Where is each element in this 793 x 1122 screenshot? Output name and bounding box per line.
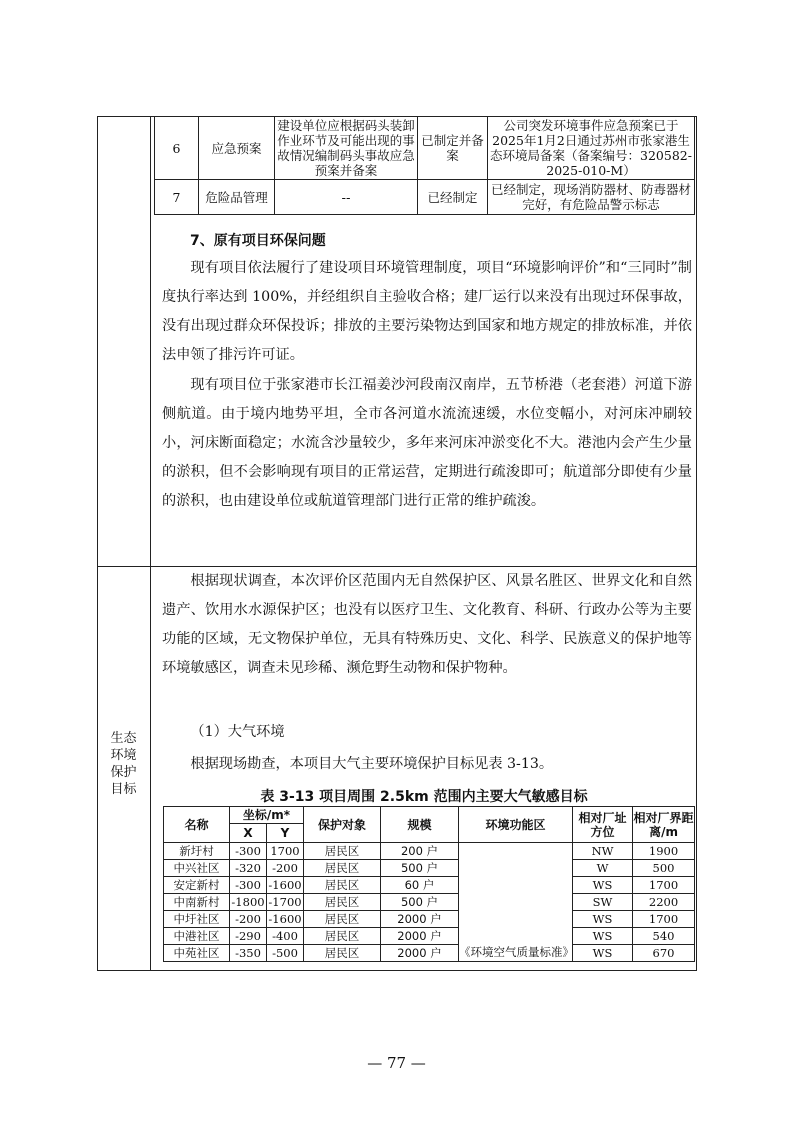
row-detail: 已经制定，现场消防器材、防毒器材完好，有危险品警示标志 [488,180,695,215]
header-zone: 环境功能区 [459,807,573,843]
header-direction: 相对厂址方位 [573,807,633,843]
row-status: 已制定并备案 [418,117,488,180]
sub-heading: （1）大气环境 [190,724,285,740]
measures-table [154,116,695,215]
table-row [164,860,695,877]
cell-scale: 2000 户 [381,928,459,945]
row-requirement: 建设单位应根据码头装卸作业环节及可能出现的事故情况编制码头事故应急预案并备案 [275,117,418,180]
cell-y: -1600 [268,912,302,926]
cell-target: 居民区 [304,877,381,894]
paragraph: 根据现状调查，本次评价区范围内无自然保护区、风景名胜区、世界文化和自然遗产、饮用水水源保护区；也没有以医疗卫生、文化教育、科研、行政办公等为主要功能的区域，无文物保护单位，无具有特殊历史、文化、科学、民族意义的保护地等环境敏感区，调查未见珍稀、濒危野生动物和保护物种。 [162,573,692,676]
cell-y: -400 [267,928,304,945]
cell-distance: 500 [633,860,695,877]
cell-name: 安定新村 [164,877,230,894]
cell-scale: 500 户 [381,860,459,877]
row-no: 7 [155,180,199,215]
cell-direction: WS [573,877,633,894]
header-y: Y [267,824,304,843]
cell-direction: NW [573,843,633,860]
table-row [164,945,695,962]
cell-x: -1800 [231,895,265,909]
cell-y: -200 [267,860,304,877]
cell-scale: 2000 户 [381,945,459,962]
cell-distance: 1700 [633,911,695,928]
cell-target: 居民区 [304,911,381,928]
header-coord: 坐标/m* [230,807,304,824]
cell-zone: 《环境空气质量标准》 [459,843,573,962]
row-item: 危险品管理 [199,180,275,215]
table-row [164,911,695,928]
table-row [164,894,695,911]
row-no: 6 [155,117,199,180]
header-distance: 相对厂界距离/m [633,807,695,843]
table-row [164,877,695,894]
cell-distance: 670 [633,945,695,962]
cell-name: 中兴社区 [164,860,230,877]
cell-y: -500 [267,945,304,962]
side-label-line: 生态 [110,731,137,746]
side-label-line: 保护 [110,765,137,780]
row-item: 应急预案 [199,117,275,180]
cell-distance: 2200 [633,894,695,911]
paragraph: 现有项目依法履行了建设项目环境管理制度，项目“环境影响评价”和“三同时”制度执行率达到 100%，并经组织自主验收合格；建厂运行以来没有出现过环保事故，没有出现过群众环保投诉；排放的主要污染物达到国家和地方规定的排放标准，并依法申领了排污许可证。 [162,260,692,363]
air-sensitive-targets-table [163,806,695,962]
side-label-line: 环境 [110,748,137,763]
cell-distance: 1900 [633,843,695,860]
cell-x: -320 [230,860,267,877]
cell-y: -1600 [268,878,302,892]
header-scale: 规模 [381,807,459,843]
table-row [164,843,695,860]
cell-y: 1700 [267,843,304,860]
cell-distance: 1700 [633,877,695,894]
eco-side-label [97,730,150,798]
table-caption: 表 3-13 项目周围 2.5km 范围内主要大气敏感目标 [260,789,588,805]
cell-scale: 200 户 [381,843,459,860]
cell-x: -300 [230,843,267,860]
cell-scale: 500 户 [381,894,459,911]
row-requirement: -- [275,180,418,215]
table-row [155,180,695,215]
cell-y: -1700 [268,895,302,909]
cell-direction: SW [573,894,633,911]
page-number: — 77 — [367,1054,426,1072]
column-divider [150,116,151,971]
table-row [164,928,695,945]
cell-direction: W [573,860,633,877]
cell-direction: WS [573,928,633,945]
cell-distance: 540 [633,928,695,945]
header-name: 名称 [164,807,230,843]
cell-x: -300 [230,877,267,894]
row-detail: 公司突发环境事件应急预案已于2025年1月2日通过苏州市张家港生态环境局备案（备案编号：320582-2025-010-M） [488,117,695,180]
row-status: 已经制定 [418,180,488,215]
cell-target: 居民区 [304,843,381,860]
cell-name: 中港社区 [164,928,230,945]
cell-scale: 2000 户 [381,911,459,928]
table-header-row [164,807,695,824]
cell-name: 中苑社区 [164,945,230,962]
paragraph: 根据现场勘查，本项目大气主要环境保护目标见表 3-13。 [190,756,554,772]
cell-x: -200 [230,911,267,928]
cell-name: 新圩村 [164,843,230,860]
cell-x: -350 [230,945,267,962]
cell-direction: WS [573,911,633,928]
header-target: 保护对象 [304,807,381,843]
cell-target: 居民区 [304,894,381,911]
cell-target: 居民区 [304,928,381,945]
cell-scale: 60 户 [381,877,459,894]
table-row [155,117,695,180]
cell-name: 中圩社区 [164,911,230,928]
side-label-line: 目标 [110,782,137,797]
cell-target: 居民区 [304,860,381,877]
cell-name: 中南新村 [164,894,230,911]
section-heading: 7、原有项目环保问题 [190,233,326,249]
paragraph: 现有项目位于张家港市长江福姜沙河段南汉南岸，五节桥港（老套港）河道下游侧航道。由于境内地势平坦，全市各河道水流流速缓，水位变幅小，对河床冲刷较小，河床断面稳定；水流含沙量较少，多年来河床冲淤变化不大。港池内会产生少量的淤积，但不会影响现有项目的正常运营，定期进行疏浚即可；航道部分即使有少量的淤积，也由建设单位或航道管理部门进行正常的维护疏浚。 [162,377,692,509]
cell-direction: WS [573,945,633,962]
cell-x: -290 [230,928,267,945]
cell-target: 居民区 [304,945,381,962]
header-x: X [230,824,267,843]
